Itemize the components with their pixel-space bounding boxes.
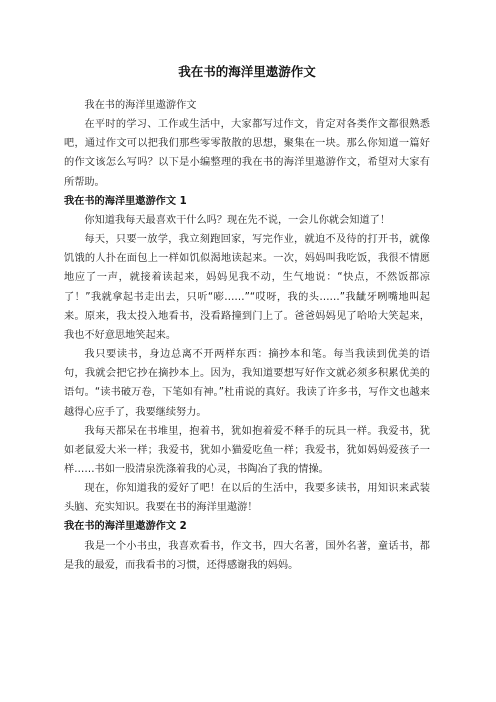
intro-paragraph: 在平时的学习、工作或生活中，大家都写过作文，肯定对各类作文都很熟悉吧，通过作文可以把我们那些零零散散的思想，聚集在一块。那么你知道一篇好的作文该怎么写吗？以下是小编整理的我在书的海洋里遨游作文，希望对大家有所帮助。 — [64, 119, 430, 188]
essay-heading-1: 我在书的海洋里遨游作文 1 — [64, 195, 187, 207]
essay-heading-2: 我在书的海洋里遨游作文 2 — [64, 521, 187, 533]
essay-2-paragraph-1: 我是一个小书虫，我喜欢看书，作文书，四大名著，国外名著，童话书，都是我的最爱，而我看书的习惯，还得感谢我的妈妈。 — [64, 540, 430, 571]
document-body — [64, 96, 430, 575]
essay-1-paragraph-1: 你知道我每天最喜欢干什么吗？现在先不说，一会儿你就会知道了！ — [84, 214, 391, 226]
essay-1-paragraph-3: 我只要读书，身边总离不开两样东西：摘抄本和笔。每当我读到优美的语句，我就会把它抄在摘抄本上。因为，我知道要想写好作文就必须多积累优美的语句。“读书破万卷，下笔如有神。”杜甫说的真好。我读了许多书，写作文也越来越得心应手了，我要继续努力。 — [64, 349, 430, 418]
essay-1-paragraph-5: 现在，你知道我的爱好了吧！在以后的生活中，我要多读书，用知识来武装头脑、充实知识。我要在书的海洋里遨游！ — [64, 483, 430, 514]
intro-label: 我在书的海洋里遨游作文 — [84, 100, 197, 111]
essay-1-paragraph-4: 我每天都呆在书堆里，抱着书，犹如抱着爱不释手的玩具一样。我爱书，犹如老鼠爱大米一样；我爱书，犹如小猫爱吃鱼一样；我爱书，犹如妈妈爱孩子一样……书如一股清泉洗涤着我的心灵，书陶冶了我的情操。 — [64, 425, 430, 475]
essay-1-paragraph-2: 每天，只要一放学，我立刻跑回家，写完作业，就迫不及待的打开书，就像饥饿的人扑在面包上一样如饥似渴地读起来。一次，妈妈叫我吃饭，我很不情愿地应了一声，就接着读起来，妈妈见我不动，生气地说：“快点，不然饭都凉了！”我就拿起书走出去，只听“嘭……”“哎呀，我的头……”我龇牙咧嘴地叫起来。原来，我太投入地看书，没看路撞到门上了。爸爸妈妈见了哈哈大笑起来，我也不好意思地笑起来。 — [64, 234, 430, 341]
page-title: 我在书的海洋里遨游作文 — [178, 64, 316, 79]
